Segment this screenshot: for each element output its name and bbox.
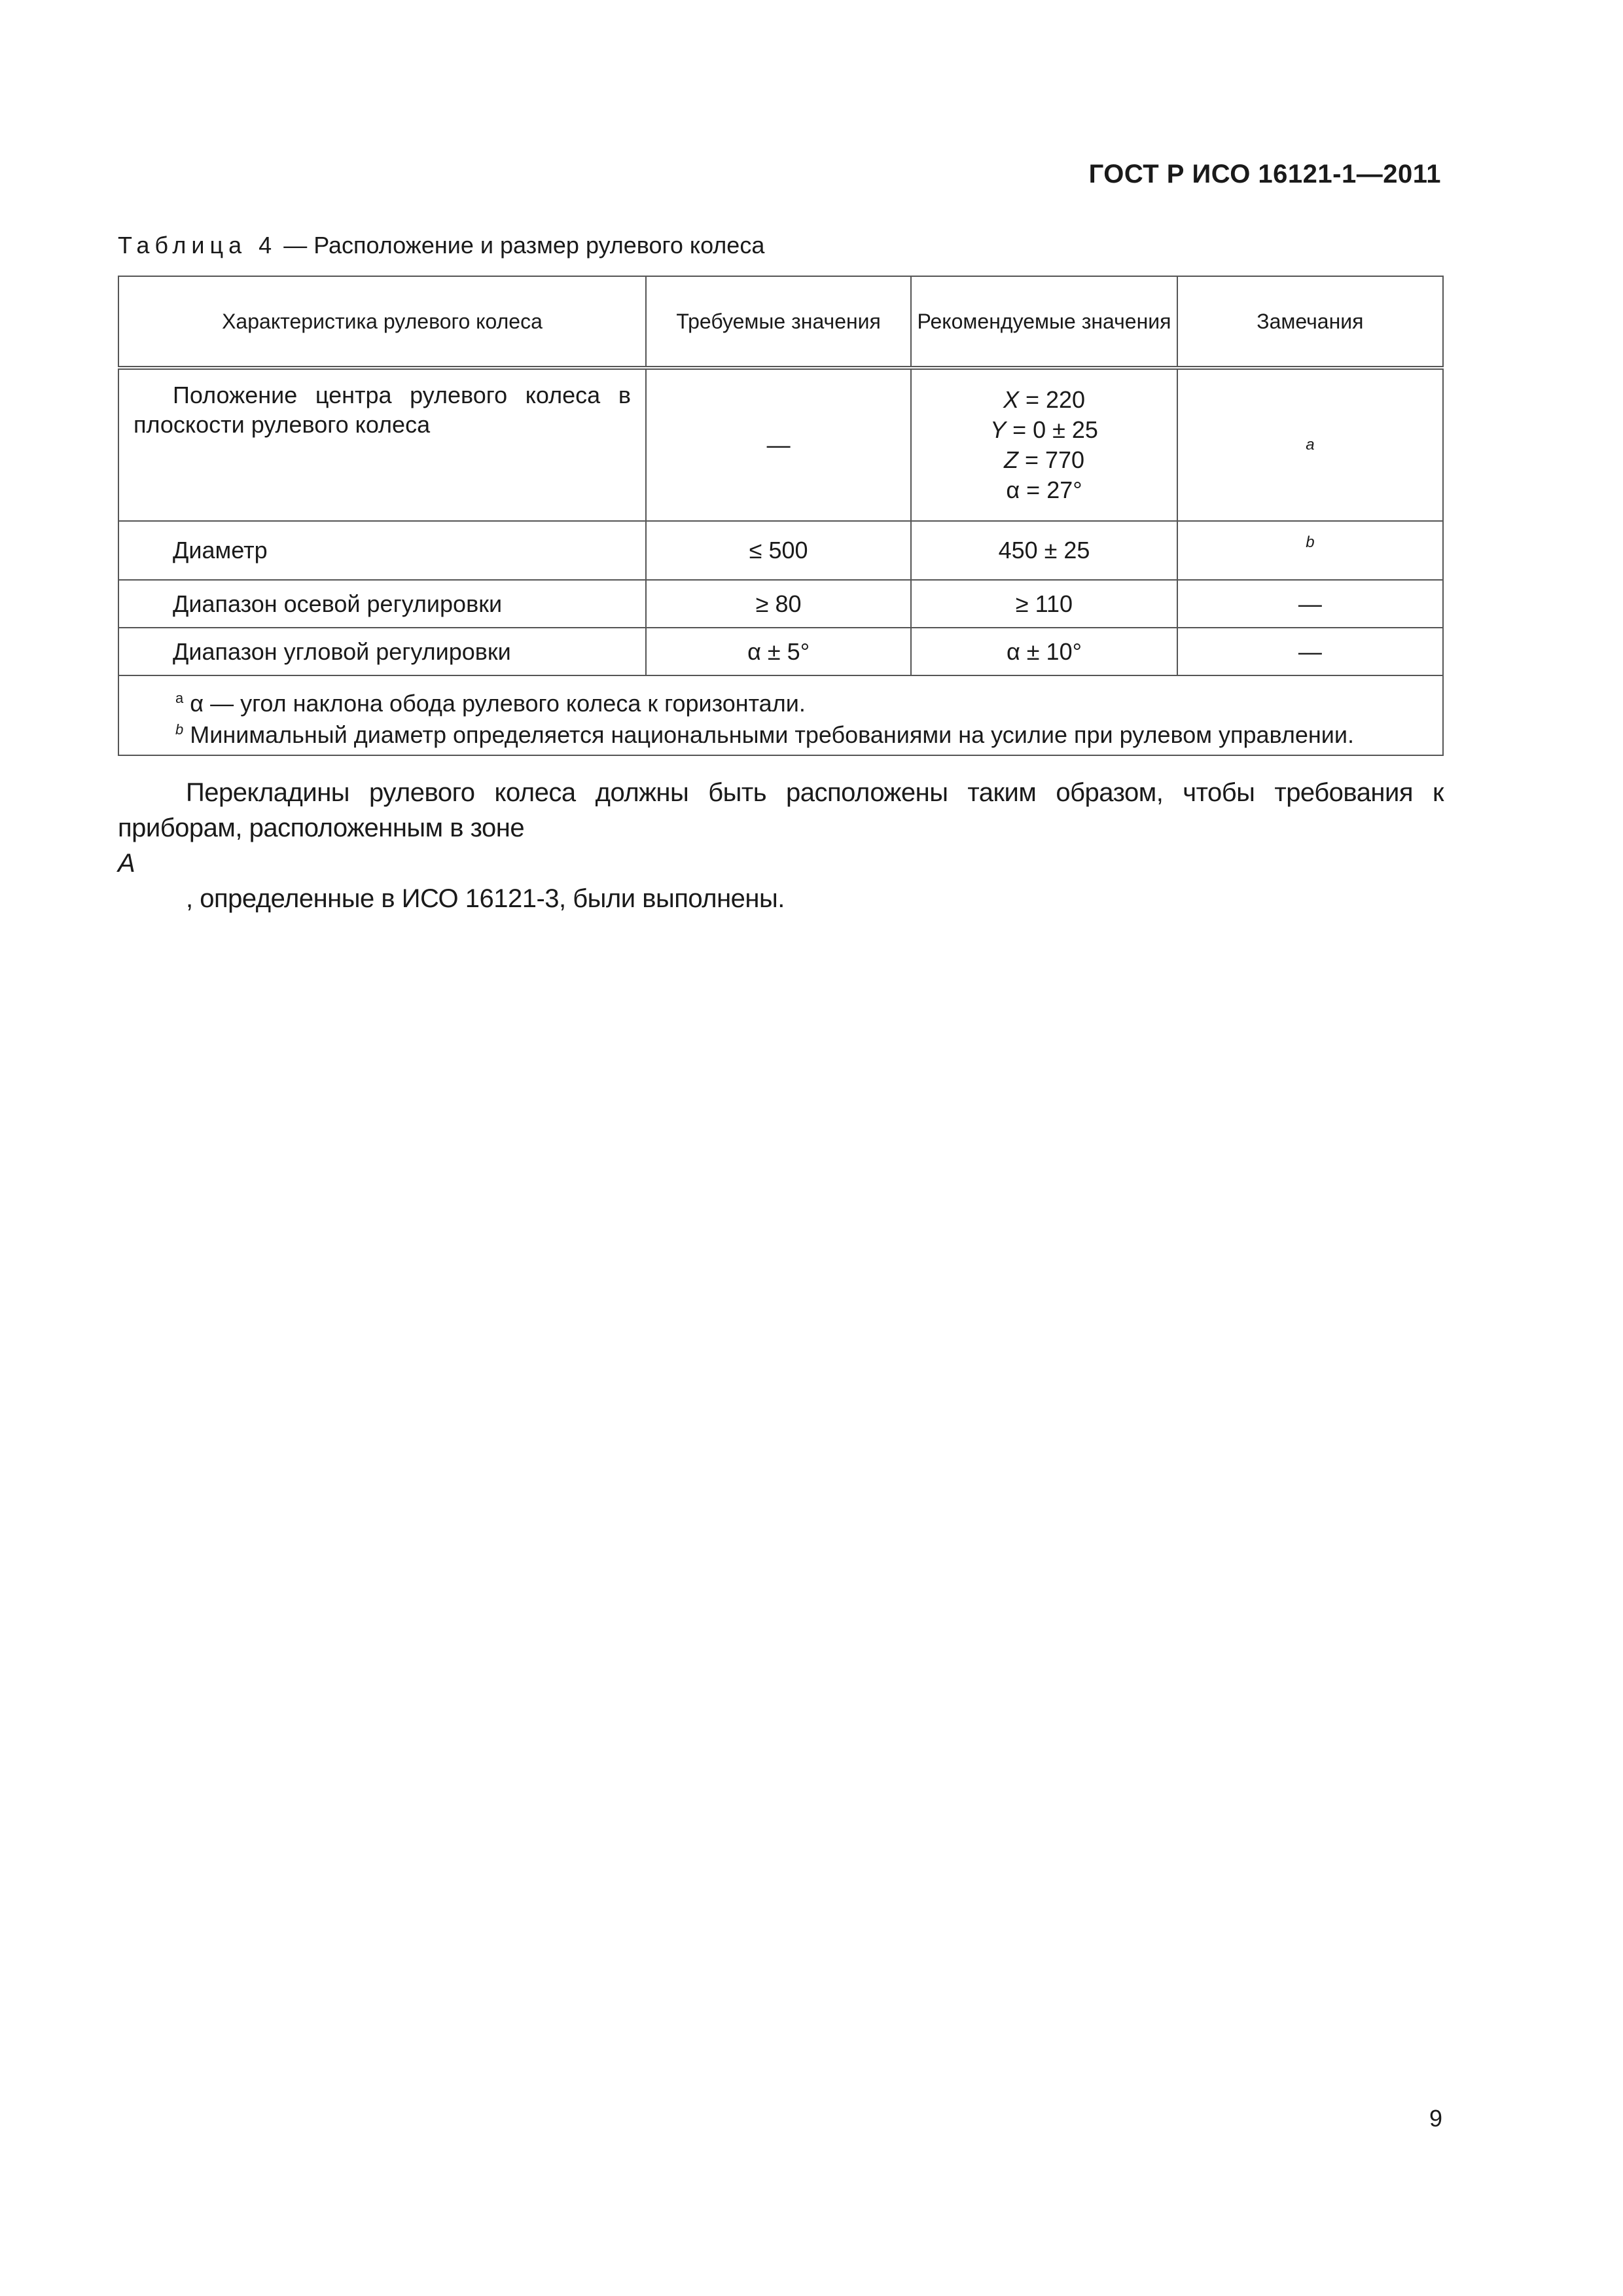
cell-recommended: α ± 10° xyxy=(911,628,1177,675)
recommended-line-y: Y = 0 ± 25 xyxy=(990,416,1098,443)
cell-remark: — xyxy=(1177,628,1443,675)
cell-recommended: ≥ 110 xyxy=(911,580,1177,628)
table-caption-text: — Расположение и размер рулевого колеса xyxy=(277,232,765,259)
footnote-b: $^b$ Минимальный диаметр определяется национальными требованиями на усилие при рулевом управлении. xyxy=(175,721,1354,748)
cell-required: — xyxy=(646,368,911,521)
cell-remark: — xyxy=(1177,580,1443,628)
cell-required: ≥ 80 xyxy=(646,580,911,628)
table-footnotes xyxy=(118,675,1443,755)
cell-remark: a xyxy=(1177,368,1443,521)
table-row xyxy=(118,368,1443,521)
cell-recommended: 450 ± 25 xyxy=(911,521,1177,580)
recommended-line-x: X = 220 xyxy=(1003,386,1086,413)
column-header-characteristic: Характеристика рулевого колеса xyxy=(118,276,646,368)
cell-required: ≤ 500 xyxy=(646,521,911,580)
recommended-line-z: Z = 770 xyxy=(1003,446,1085,473)
zone-label: A xyxy=(118,849,135,878)
cell-remark: b xyxy=(1177,521,1443,580)
cell-characteristic: Положение центра рулевого колеса в плоскости рулевого колеса xyxy=(118,368,646,521)
table-footnotes-row xyxy=(118,675,1443,755)
steering-wheel-table xyxy=(118,276,1444,756)
cell-recommended xyxy=(911,368,1177,521)
table-row xyxy=(118,580,1443,628)
table-row xyxy=(118,628,1443,675)
cell-characteristic: Диапазон осевой регулировки xyxy=(118,580,646,628)
column-header-required: Требуемые значения xyxy=(646,276,911,368)
body-paragraph: Перекладины рулевого колеса должны быть расположены таким образом, чтобы требования к приборам, расположенным в зоне A , определенные в ИСО 16121-3, были выполнены. xyxy=(118,778,1444,913)
table-caption-label: Таблица 4 xyxy=(118,232,277,259)
cell-characteristic: Диапазон угловой регулировки xyxy=(118,628,646,675)
cell-characteristic: Диаметр xyxy=(118,521,646,580)
table-header-row xyxy=(118,276,1443,368)
footnote-a: $^a$ α — угол наклона обода рулевого колеса к горизонтали. xyxy=(175,690,806,717)
table-row xyxy=(118,521,1443,580)
document-standard-header: ГОСТ Р ИСО 16121-1—2011 xyxy=(1088,160,1441,188)
column-header-remarks: Замечания xyxy=(1177,276,1443,368)
column-header-recommended: Рекомендуемые значения xyxy=(911,276,1177,368)
cell-required: α ± 5° xyxy=(646,628,911,675)
page-number: 9 xyxy=(1429,2105,1443,2132)
recommended-line-alpha: α = 27° xyxy=(1006,476,1082,503)
table-caption xyxy=(118,232,764,259)
